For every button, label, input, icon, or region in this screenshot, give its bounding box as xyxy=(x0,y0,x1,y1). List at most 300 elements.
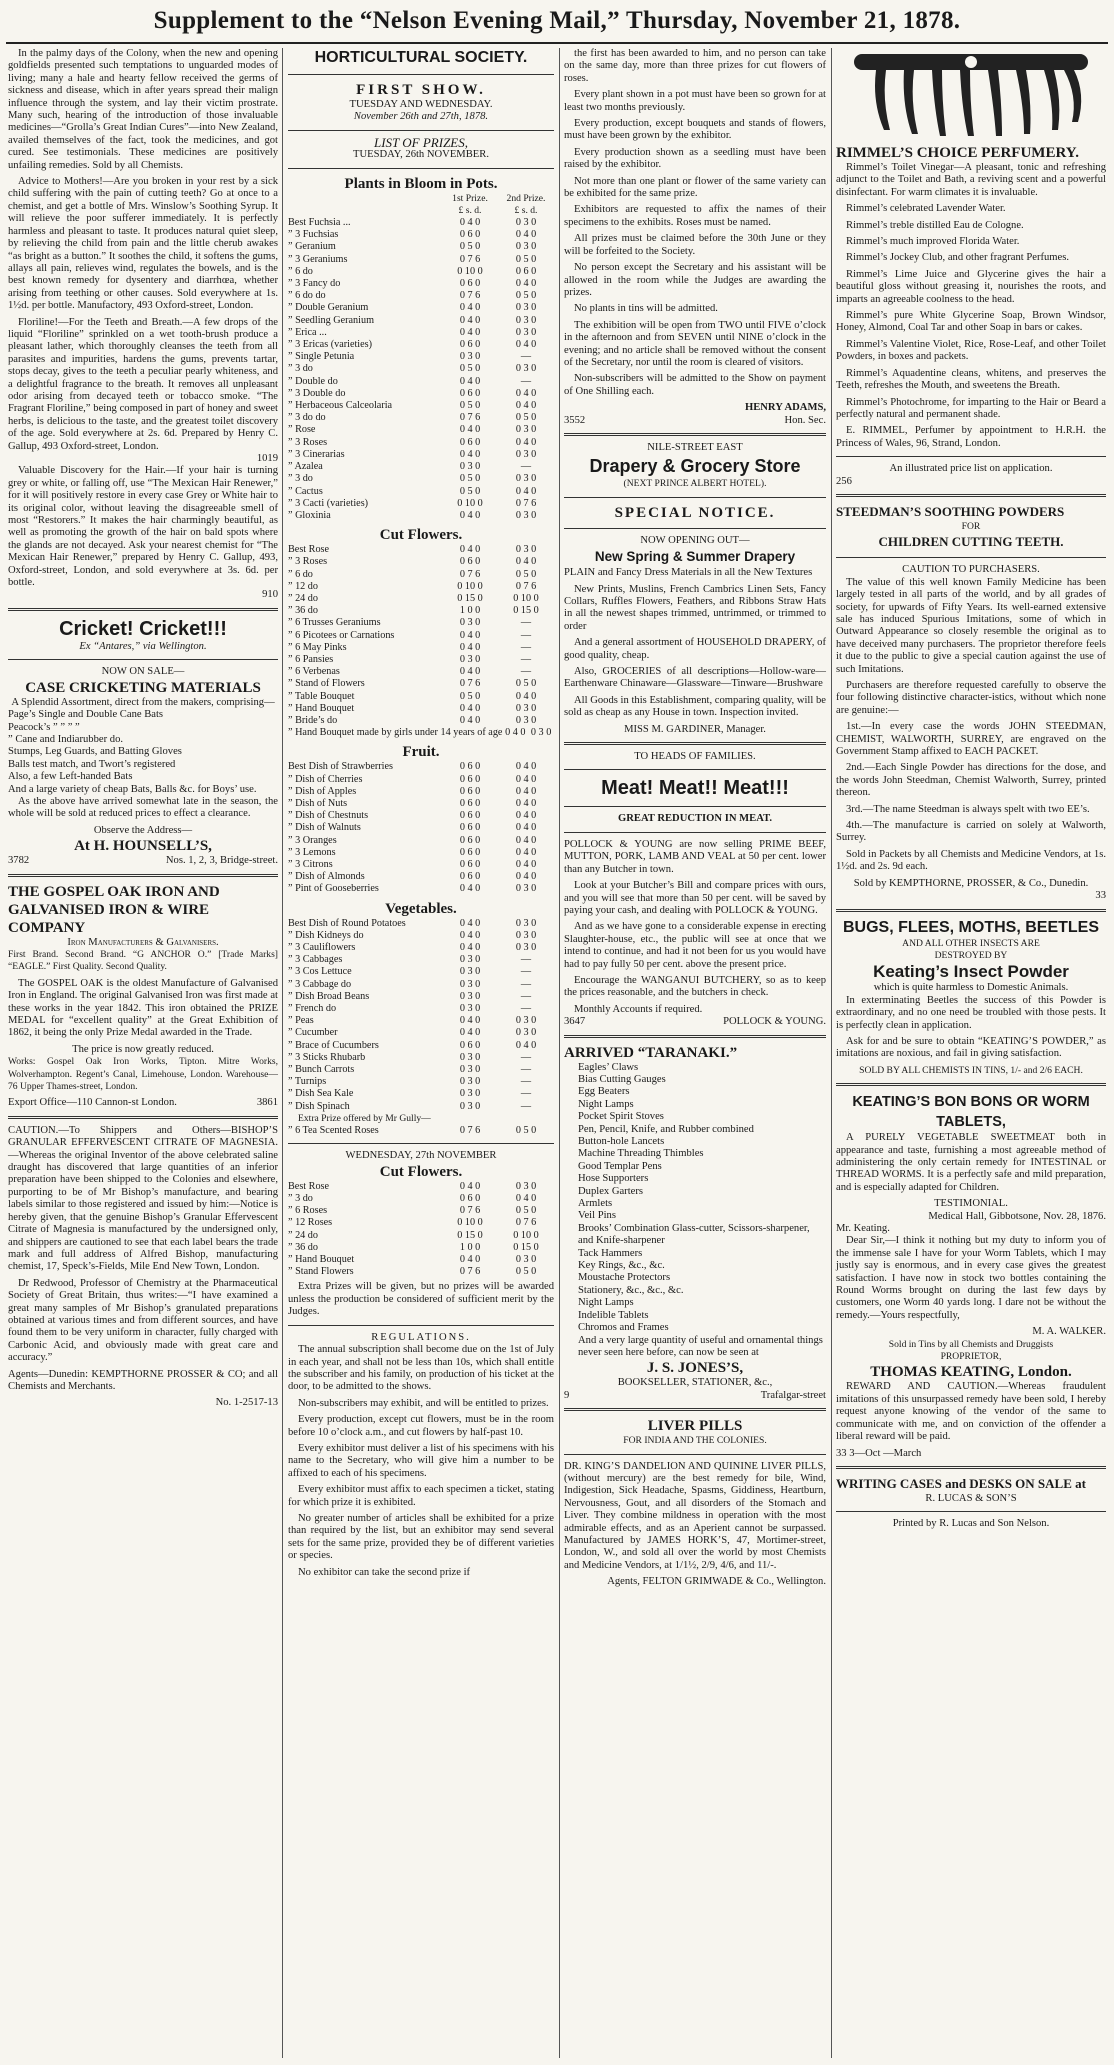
divider xyxy=(836,557,1106,558)
second-prize-value: 0 7 6 xyxy=(515,497,537,509)
caution-agents: Agents—Dunedin: KEMPTHORNE PROSSER & CO; and all Chemists and Merchants. xyxy=(8,1368,278,1392)
prize-item: ” 12 Roses xyxy=(288,1217,333,1229)
prize-item: ” Hand Bouquet xyxy=(288,1254,355,1266)
prize-item: Best Fuchsia ... xyxy=(288,217,351,229)
first-prize-value: 1 0 0 xyxy=(459,605,481,617)
first-prize-value: 0 7 6 xyxy=(459,568,481,580)
prize-item: ” Dish of Nuts xyxy=(288,797,348,809)
prize-row xyxy=(288,1230,554,1242)
first-prize-value: 0 6 0 xyxy=(459,436,481,448)
arrived-item: Duplex Garters xyxy=(578,1185,644,1197)
arrived-item: Pocket Spirit Stoves xyxy=(578,1111,664,1123)
all-goods: All Goods in this Establishment, comparing quality, will be sold as cheap as any House in town. Inspection invited. xyxy=(564,694,826,719)
first-prize-value: 0 6 0 xyxy=(459,785,481,797)
prize-item: ” Single Petunia xyxy=(288,351,355,363)
prize-row xyxy=(288,774,554,786)
regulation-item: Not more than one plant or flower of the same variety can be exhibited for the same prize. xyxy=(564,175,826,200)
now-opening: NOW OPENING OUT— xyxy=(640,534,750,546)
first-prize-value: 0 4 0 xyxy=(459,217,481,229)
prize-item: ” Dish of Chestnuts xyxy=(288,810,369,822)
jones-address: Trafalgar-street xyxy=(760,1389,826,1401)
fruit-table xyxy=(288,761,554,895)
worm-sold: Sold in Tins by all Chemists and Druggists xyxy=(888,1338,1054,1350)
testimonial-place: Medical Hall, Gibbotsone, Nov. 28, 1876. xyxy=(928,1210,1106,1222)
first-prize-value: 0 4 0 xyxy=(459,666,481,678)
cricket-item: And a large variety of cheap Bats, Balls &c. for Boys’ use. xyxy=(8,783,257,795)
cricket-item: Also, a few Left-handed Bats xyxy=(8,771,133,783)
pots-heading: Plants in Bloom in Pots. xyxy=(344,175,498,192)
lucas-name: R. LUCAS & SON’S xyxy=(925,1492,1017,1504)
first-prize-value: 0 3 0 xyxy=(459,461,481,473)
prize-item: ” Turnips xyxy=(288,1076,327,1088)
second-prize-value: 0 4 0 xyxy=(515,871,537,883)
masthead: Supplement to the “Nelson Evening Mail,” Thursday, November 21, 1878. xyxy=(153,7,961,34)
ad-number: 9 xyxy=(564,1389,570,1401)
prize-item: ” French do xyxy=(288,1003,337,1015)
hounsell-name: At H. HOUNSELL’S, xyxy=(74,838,212,855)
prize-item: ” 3 Lemons xyxy=(288,846,336,858)
prize-item: Best Dish of Strawberries xyxy=(288,761,393,773)
first-prize-value: 0 6 0 xyxy=(459,822,481,834)
cut2-heading: Cut Flowers. xyxy=(379,1163,463,1180)
second-prize-value: — xyxy=(520,1088,532,1100)
steedman-sold: Sold in Packets by all Chemists and Medicine Vendors, at 1s. 1½d. and 2s. 9d each. xyxy=(836,848,1106,873)
cricket-case: CASE CRICKETING MATERIALS xyxy=(25,679,261,696)
divider xyxy=(564,806,826,807)
arrived-item: Veil Pins xyxy=(578,1210,616,1222)
prize-item: ” 6 do do xyxy=(288,290,326,302)
second-prize-value: — xyxy=(520,990,532,1002)
prize-row xyxy=(288,302,554,314)
first-prize-value: 0 4 0 xyxy=(459,314,481,326)
prize-row xyxy=(288,266,554,278)
first-prize-value: 0 3 0 xyxy=(459,1088,481,1100)
first-prize-value: 0 6 0 xyxy=(459,387,481,399)
ad-number: 3647 xyxy=(564,1016,586,1028)
veg-table xyxy=(288,918,554,1113)
prize-row xyxy=(288,642,554,654)
first-prize-value: 0 3 0 xyxy=(459,990,481,1002)
steedman-heading: STEEDMAN’S SOOTHING POWDERS xyxy=(836,503,1065,519)
steedman-caution: CAUTION TO PURCHASERS. xyxy=(902,564,1040,576)
regulation-item: Every plant shown in a pot must have been so grown for at least two months previously. xyxy=(564,89,826,113)
keating-insect: Keating’s Insect Powder xyxy=(873,962,1069,982)
second-prize-value: 0 3 0 xyxy=(515,702,537,714)
arrived-item: Key Rings, &c., &c. xyxy=(578,1260,665,1272)
rimmel-item: Rimmel’s Toilet Vinegar—A pleasant, tonic and refreshing adjunct to the Toilet and Bath, a reviving scent and a powerful disinfectant. For warm climates it is invaluable. xyxy=(836,162,1106,198)
masthead-rule xyxy=(6,42,1108,44)
first-prize-value: 0 3 0 xyxy=(459,1076,481,1088)
rimmel-signature: E. RIMMEL, Perfumer by appointment to H.R.H. the Princess of Wales, 96, Strand, London. xyxy=(836,425,1106,449)
prize-item: ” 12 do xyxy=(288,580,318,592)
first-prize-value: 0 3 0 xyxy=(459,1064,481,1076)
prize-item: ” 6 Verbenas xyxy=(288,666,340,678)
column-4 xyxy=(836,48,1106,2058)
rimmel-item: Rimmel’s Lime Juice and Glycerine gives the hair a beautiful gloss without greasing it, nourishes the roots, and imparts an agreeable coolness to the head. xyxy=(836,268,1106,305)
cricket-ship: Ex “Antares,” via Wellington. xyxy=(79,640,207,652)
prize-row xyxy=(288,254,554,266)
veg-heading: Vegetables. xyxy=(385,900,457,917)
extra-prizes: Extra Prizes will be given, but no prizes will be awarded unless the production be considered of sufficient merit by the Judges. xyxy=(288,1281,554,1318)
liver-sub: FOR INDIA AND THE COLONIES. xyxy=(623,1435,767,1447)
rimmel-pricelist: An illustrated price list on application. xyxy=(889,463,1053,475)
pots-table xyxy=(288,217,554,522)
prize-row xyxy=(288,400,554,412)
bugs-heading: BUGS, FLEES, MOTHS, BEETLES xyxy=(842,918,1100,936)
list-of-prizes: LIST OF PRIZES, xyxy=(373,134,468,150)
regulation-item: All prizes must be claimed before the 30th June or they will be forfeited to the Society. xyxy=(564,233,826,257)
first-prize-value: 0 7 6 xyxy=(459,412,481,424)
divider xyxy=(836,456,1106,457)
pollock-body: POLLOCK & YOUNG are now selling PRIME BEEF, MUTTON, PORK, LAMB AND VEAL at 50 per cent. lower than any Butcher in town. xyxy=(564,838,826,875)
prize-row xyxy=(288,1254,554,1266)
divider xyxy=(564,832,826,833)
prize-row xyxy=(288,569,554,581)
divider xyxy=(564,1408,826,1411)
prize-item: Best Rose xyxy=(288,544,330,556)
goods-list: New Prints, Muslins, French Cambrics Linen Sets, Fancy Collars, Ruffles Flowers, Feathers, and Ribbons Straw Hats in all the newest shapes trimmed, untrimmed, or trimmed to order xyxy=(564,583,826,632)
gospel-price: The price is now greatly reduced. xyxy=(72,1043,214,1055)
mothers-ad: Advice to Mothers!—Are you broken in your rest by a sick child suffering with the pain of cutting teeth? Go at once to a chemist, and get a bottle of Mrs. Winslow’s Soothing Syrup. It will relieve the poor sufferer immediately. It is perfectly harmless and pleasant to taste. It produces natural quiet sleep, by relieving the child from pain and the little cherub awakes “as bright as a button.” It soothes the child, it softens the gums, allays all pain, relieves wind, regulates the bowels, and is the best known remedy for dysentery and diarrhœa, whether arising from teething or other causes. Sold everywhere at 1s. 1½d. per bottle. Manufactory, 493 Oxford-street, London. xyxy=(8,176,278,312)
divider xyxy=(836,1466,1106,1469)
prize-row xyxy=(288,1027,554,1039)
prize-item: ” 6 do xyxy=(288,265,313,277)
rimmel-items xyxy=(836,162,1106,421)
king-body: DR. KING’S DANDELION AND QUININE LIVER PILLS, (without mercury) are the best remedy for bile, Wind, Indigestion, Sick Headache, Spasms, Giddiness, Heartburn, Nervousness, Gout, and all disorders of the Stomach and Liver. They combine mildness in operation with the most admirable effects, and as an Aperient cannot be surpassed. Manufactured by JAMES HORK’S, 47, Mortimer-street, London, W., and sold all over the world by most Chemists and Medicine Vendors, at 1/1½, 2/9, 4/6, and 11/-. xyxy=(564,1460,826,1571)
prize-row xyxy=(288,1088,554,1100)
ad-number: 3861 xyxy=(256,1097,278,1109)
cricket-now: NOW ON SALE— xyxy=(101,666,185,678)
regulation-item: Non-subscribers may exhibit, and will be entitled to prizes. xyxy=(298,1397,549,1409)
prize-row xyxy=(288,691,554,703)
liver-heading: LIVER PILLS xyxy=(647,1418,743,1435)
prize-item: ” 3 Fancy do xyxy=(288,278,341,290)
second-prize-value: 0 3 0 xyxy=(515,424,537,436)
pollock-signature: POLLOCK & YOUNG. xyxy=(723,1016,826,1028)
second-prize-value: 0 4 0 xyxy=(515,690,537,702)
gospel-export: Export Office—110 Cannon-st London. xyxy=(8,1097,177,1109)
arrived-item: Stationery, &c., &c., &c. xyxy=(578,1284,684,1296)
second-prize-value: 0 4 0 xyxy=(515,278,537,290)
second-prize-value: 0 4 0 xyxy=(515,1193,537,1205)
prize-item: ” 6 Pansies xyxy=(288,653,334,665)
second-prize-value: — xyxy=(520,1064,532,1076)
prize-item: ” Dish Broad Beans xyxy=(288,990,370,1002)
divider xyxy=(836,1083,1106,1086)
prize-item: ” 24 do xyxy=(288,1229,318,1241)
arrived-item: Button-hole Lancets xyxy=(578,1136,665,1147)
regulations-continued xyxy=(564,48,826,398)
hort-title: HORTICULTURAL SOCIETY. xyxy=(314,49,528,66)
worm-heading: KEATING’S BON BONS OR WORM TABLETS, xyxy=(852,1094,1090,1131)
gospel-brands: First Brand. Second Brand. “G ANCHOR O.” [Trade Marks] “EAGLE.” First Quality. Second Quality. xyxy=(8,948,278,973)
second-prize-value: — xyxy=(520,641,532,653)
king-agents: Agents, FELTON GRIMWADE & Co., Wellington. xyxy=(607,1576,826,1588)
prize-row xyxy=(288,1064,554,1076)
prize-row xyxy=(288,339,554,351)
prize-item: ” 3 Cacti (varieties) xyxy=(288,497,369,509)
wednesday-heading: WEDNESDAY, 27th NOVEMBER xyxy=(345,1150,497,1162)
cricket-items xyxy=(8,709,278,796)
first-prize-value: 0 5 0 xyxy=(459,485,481,497)
column-3 xyxy=(564,48,826,2058)
second-prize-value: 0 4 0 xyxy=(515,773,537,785)
divider xyxy=(836,494,1106,497)
fruit-heading: Fruit. xyxy=(402,744,440,761)
second-prize-value: 0 5 0 xyxy=(515,1205,537,1217)
second-prize-value: 0 3 0 xyxy=(515,929,537,941)
second-prize-value: — xyxy=(520,351,532,363)
keating-body: In exterminating Beetles the success of this Powder is extraordinary, and no one need be troubled with those pests. It is perfectly clean in application. xyxy=(836,994,1106,1031)
first-prize-value: 0 3 0 xyxy=(459,966,481,978)
steedman-agents: Sold by KEMPTHORNE, PROSSER, & Co., Dunedin. xyxy=(853,877,1089,889)
arrived-item: And a very large quantity of useful and ornamental things never seen here before, can now be seen at xyxy=(578,1334,823,1358)
prize-item: ” Dish of Almonds xyxy=(288,871,365,883)
divider xyxy=(288,130,554,131)
testimonial-heading: TESTIMONIAL. xyxy=(934,1198,1008,1210)
prize-item: ” Peas xyxy=(288,1015,314,1027)
rimmel-item: Rimmel’s celebrated Lavender Water. xyxy=(846,203,1006,215)
steedman-for: FOR xyxy=(961,520,981,532)
first-prize-value: 0 4 0 xyxy=(459,302,481,314)
divider xyxy=(8,874,278,877)
prize-item: ” Erica ... xyxy=(288,326,327,338)
first-prize-value: 0 3 0 xyxy=(459,1003,481,1015)
arrived-item: Brooks’ Combination Glass-cutter, Scissors-sharpener, and Knife-sharpener xyxy=(578,1222,810,1247)
prize-row xyxy=(288,605,554,617)
second-prize-value: 0 4 0 xyxy=(515,810,537,822)
prize-item: ” 6 Tea Scented Roses xyxy=(288,1125,379,1137)
second-prize-value: 0 5 0 xyxy=(515,290,537,302)
prize-row xyxy=(288,461,554,473)
prize-item: ” Table Bouquet xyxy=(288,690,355,702)
regulation-item: Every production, except cut flowers, must be in the room before 10 o’clock a.m., and cut flowers by half-past 10. xyxy=(288,1414,554,1438)
first-prize-value: 0 7 6 xyxy=(459,1125,481,1137)
prize-item: ” 3 Double do xyxy=(288,387,346,399)
first-prize-value: 0 4 0 xyxy=(459,1254,481,1266)
prize-row xyxy=(288,449,554,461)
prize-row xyxy=(288,363,554,375)
arrived-item: Hose Supporters xyxy=(578,1173,649,1185)
heads-of-families: TO HEADS OF FAMILIES. xyxy=(634,751,756,763)
prize-row xyxy=(288,388,554,400)
second-prize-value: 0 4 0 xyxy=(515,556,537,568)
next-hotel: (NEXT PRINCE ALBERT HOTEL). xyxy=(623,478,767,490)
lsd-header xyxy=(288,205,554,217)
prize-row xyxy=(288,593,554,605)
divider xyxy=(836,1511,1106,1512)
gospel-works: Works: Gospel Oak Iron Works, Tipton. Mitre Works, Wolverhampton. Regent’s Canal, Limehouse, London. Warehouse—76 Upper Thames-street, London. xyxy=(8,1056,278,1093)
prize-row xyxy=(288,327,554,339)
prize-item: ” 3 Cinerarias xyxy=(288,448,345,460)
prize-item: ” 36 do xyxy=(288,605,318,617)
second-prize-value: 0 5 0 xyxy=(515,253,537,265)
prize-item: ” Azalea xyxy=(288,461,323,473)
first-prize-value: 0 4 0 xyxy=(459,641,481,653)
pollock-encourage: Encourage the WANGANUI BUTCHERY, so as to keep the prices reasonable, and the butchers in check. xyxy=(564,974,826,999)
cricket-heading: Cricket! Cricket!!! xyxy=(59,617,227,640)
divider xyxy=(564,742,826,745)
first-prize-value: 0 6 0 xyxy=(459,278,481,290)
second-prize-value: — xyxy=(520,629,532,641)
holloway-ad: In the palmy days of the Colony, when the new and opening goldfields presented such temptations to unguarded modes of living; many a hale and hearty fellow received the germs of sickness and disease, which in after years spread their malign influence through the system, and lay their victim prostrate. Many such, hearing of the introduction of those invaluable medicines—“Grolla’s Great Indian Cures”—into New Zealand, availed themselves of the fact, took the medicines, and got cured. See testimonials. These medicines are positively unfailing remedies. Sold by all Chemists. xyxy=(8,48,278,171)
second-prize-value: 0 4 0 xyxy=(515,387,537,399)
arrived-item: Good Templar Pens xyxy=(578,1160,662,1172)
second-prize-value: 0 4 0 xyxy=(515,436,537,448)
first-prize-value: 0 6 0 xyxy=(459,834,481,846)
prize-row xyxy=(288,966,554,978)
rimmel-item: Rimmel’s treble distilled Eau de Cologne. xyxy=(846,219,1024,231)
first-prize-value: 0 3 0 xyxy=(459,617,481,629)
steedman-points xyxy=(836,721,1106,845)
arrived-item: Chromos and Frames xyxy=(578,1322,669,1334)
cricket-item: Page’s Single and Double Cane Bats xyxy=(8,709,164,721)
prize-item: ” Hand Bouquet made by girls under 14 years of age xyxy=(288,727,503,739)
prize-row xyxy=(288,859,554,871)
second-prize-value: — xyxy=(520,1076,532,1088)
second-prize-value: 0 3 0 xyxy=(515,1254,537,1266)
caution-body: CAUTION.—To Shippers and Others—BISHOP’S GRANULAR EFFERVESCENT CITRATE OF MAGNESIA.—Whereas the original Inventor of the above celebrated saline draught has discovered that large quantities of an inferior preparation have been shipped to the Colonies and elsewhere, purporting to be of Mr Bishop’s manufacture, and bearing labels similar to those registered and issued by him:—Notice is hereby given, that the genuine Bishop’s Granular Effervescent Citrate of Magnesia is manufactured by the undersigned only, and shippers are cautioned to see that each label bears the trade mark and full address of Alfred Bishop, manufacturing chemist, 17, Speck’s-Fields, Mile End New Town, London. xyxy=(8,1124,278,1273)
second-prize-value: 0 4 0 xyxy=(515,785,537,797)
first-prize-value: 0 7 6 xyxy=(459,253,481,265)
second-prize-value: 0 5 0 xyxy=(515,678,537,690)
prize-item: ” Dish Kidneys do xyxy=(288,929,364,941)
prize-row xyxy=(288,1242,554,1254)
second-prize-value: — xyxy=(520,1051,532,1063)
second-prize-value: 0 3 0 xyxy=(515,302,537,314)
prize-header xyxy=(288,193,554,205)
column-rule xyxy=(559,48,560,2058)
arrived-item: Pen, Pencil, Knife, and Rubber combined xyxy=(578,1123,754,1135)
keating-sub: which is quite harmless to Domestic Animals. xyxy=(873,982,1069,994)
second-prize-value: 0 3 0 xyxy=(515,1180,537,1192)
second-prize-value: — xyxy=(520,1003,532,1015)
prize-row xyxy=(288,412,554,424)
second-prize-value: — xyxy=(520,666,532,678)
second-prize-value: 0 3 0 xyxy=(515,509,537,521)
prize-row xyxy=(288,556,554,568)
prize-item: ” 3 Roses xyxy=(288,556,328,568)
first-prize-value: 0 6 0 xyxy=(459,229,481,241)
prize-row xyxy=(288,241,554,253)
arrived-item: Night Lamps xyxy=(578,1297,634,1309)
prize-row xyxy=(288,617,554,629)
first-prize-value: 0 4 0 xyxy=(459,702,481,714)
first-prize-value: 0 3 0 xyxy=(459,653,481,665)
second-prize-value: 0 4 0 xyxy=(515,485,537,497)
first-prize-value: 0 4 0 xyxy=(459,1180,481,1192)
second-prize-value: 0 3 0 xyxy=(515,363,537,375)
rimmel-illustration xyxy=(836,50,1106,138)
prize-row xyxy=(288,1125,554,1137)
first-prize-value: 0 4 0 xyxy=(459,509,481,521)
second-prize-value: 0 5 0 xyxy=(515,1125,537,1137)
cricket-item: Stumps, Leg Guards, and Batting Gloves xyxy=(8,746,182,758)
pollock-look: Look at your Butcher’s Bill and compare prices with ours, and you will see that more than 50 per cent. will be saved by paying your cash, and dealing with POLLOCK & YOUNG. xyxy=(564,880,826,916)
cricket-item: Peacock’s ” ” ” ” xyxy=(8,721,80,733)
second-prize-value: 0 4 0 xyxy=(515,1039,537,1051)
bugs-and: AND ALL OTHER INSECTS ARE xyxy=(902,937,1040,949)
first-prize-value: 0 3 0 xyxy=(459,1100,481,1112)
second-prize-value: — xyxy=(520,617,532,629)
second-prize-value: 0 3 0 xyxy=(515,883,537,895)
caution-testimonial: Dr Redwood, Professor of Chemistry at the Pharmaceutical Society of Great Britain, thus writes:—“I have examined a great many samples of Mr Bishop’s granulated preparations obtained at various times and from different sources, and have found them to be very uniform in character, fully charged with Carbonic Acid, and obviously made with great care and accuracy.” xyxy=(8,1277,278,1364)
divider xyxy=(564,769,826,770)
prize-row xyxy=(288,918,554,930)
prize-row xyxy=(288,954,554,966)
first-prize-value: 0 4 0 xyxy=(459,883,481,895)
prize-row xyxy=(288,1003,554,1015)
regulation-item: No exhibitor can take the second prize if xyxy=(298,1566,471,1578)
prize-item: ” 3 Cauliflowers xyxy=(288,942,356,953)
regulation-item: Every exhibitor must affix to each specimen a ticket, stating for which prize it is exhibited. xyxy=(288,1484,554,1508)
second-prize-value: 0 3 0 xyxy=(515,314,537,326)
first-prize-value: 0 3 0 xyxy=(459,351,481,363)
first-prize-value: 0 4 0 xyxy=(459,448,481,460)
cut-table xyxy=(288,544,554,739)
prize-row xyxy=(288,1181,554,1193)
prize-row xyxy=(288,727,554,739)
regulation-item: Every production shown as a seedling must have been raised by the exhibitor. xyxy=(564,146,826,171)
prize-item: ” 3 Roses xyxy=(288,436,328,448)
first-prize-value: 0 4 0 xyxy=(459,942,481,953)
prize-row xyxy=(288,883,554,895)
prize-row xyxy=(288,761,554,773)
divider xyxy=(564,528,826,529)
groceries: Also, GROCERIES of all descriptions—Hollow-ware—Earthenware Chinaware—Glassware—Tinware—Brushware xyxy=(564,666,826,690)
prize-item: ” 3 do xyxy=(288,363,313,375)
second-prize-value: 0 3 0 xyxy=(515,241,537,253)
second-prize-value: 0 3 0 xyxy=(515,326,537,338)
second-prize-value: 0 7 6 xyxy=(515,1217,537,1229)
prize-row xyxy=(288,871,554,883)
rimmel-ornament-icon xyxy=(836,50,1106,138)
second-prize-value: 0 4 0 xyxy=(515,834,537,846)
prize-item: ” Herbaceous Calceolaria xyxy=(288,400,393,412)
prize-item: ” 3 Sticks Rhubarb xyxy=(288,1051,366,1063)
prize-row xyxy=(288,822,554,834)
divider xyxy=(564,433,826,436)
prize-row xyxy=(288,1205,554,1217)
first-prize-value: 0 6 0 xyxy=(459,797,481,809)
prize-item: ” Dish Sea Kale xyxy=(288,1088,354,1100)
divider xyxy=(8,1116,278,1119)
first-prize-value: 0 7 6 xyxy=(459,1266,481,1278)
prize-item: ” 6 Roses xyxy=(288,1205,328,1217)
household-drapery: And a general assortment of HOUSEHOLD DRAPERY, of good quality, cheap. xyxy=(564,637,826,661)
first-prize-value: 0 3 0 xyxy=(459,978,481,990)
arrived-item: Armlets xyxy=(578,1198,613,1210)
first-prize-value: 0 6 0 xyxy=(459,556,481,568)
prize-row xyxy=(288,1101,554,1113)
second-prize-label: 2nd Prize. xyxy=(506,192,546,204)
prize-item: ” 6 Trusses Geraniums xyxy=(288,617,381,629)
rimmel-item: Rimmel’s Valentine Violet, Rice, Rose-Leaf, and other Toilet Powders, in boxes and packets. xyxy=(836,338,1106,363)
meat-heading: Meat! Meat!! Meat!!! xyxy=(601,777,789,800)
regulation-item: No person except the Secretary and his assistant will be allowed in the room while the Judges are awarding the prizes. xyxy=(564,262,826,298)
prize-row xyxy=(288,278,554,290)
prize-row xyxy=(288,229,554,241)
prize-row xyxy=(288,544,554,556)
prize-item: ” Cucumber xyxy=(288,1027,338,1039)
tuesday-heading: TUESDAY, 26th NOVEMBER. xyxy=(353,149,489,161)
prize-item: ” 3 Geraniums xyxy=(288,253,348,265)
second-prize-value: 0 4 0 xyxy=(515,229,537,241)
prize-item: ” 3 Cabbage do xyxy=(288,978,352,990)
steedman-body: The value of this well known Family Medicine has been largely tested in all parts of the world, and by all grades of society, for upwards of Fifty Years. Its well-earned extensive sale has induced Spurious Imitations, some of which in Outward Appearance so closely resemble the original as to have deceived many purchasers. The proprietor therefore feels it due to the public to give a special caution against the use of such Imitations. xyxy=(836,576,1106,675)
first-prize-value: 0 4 0 xyxy=(459,917,481,929)
show-dates: November 26th and 27th, 1878. xyxy=(353,111,489,123)
